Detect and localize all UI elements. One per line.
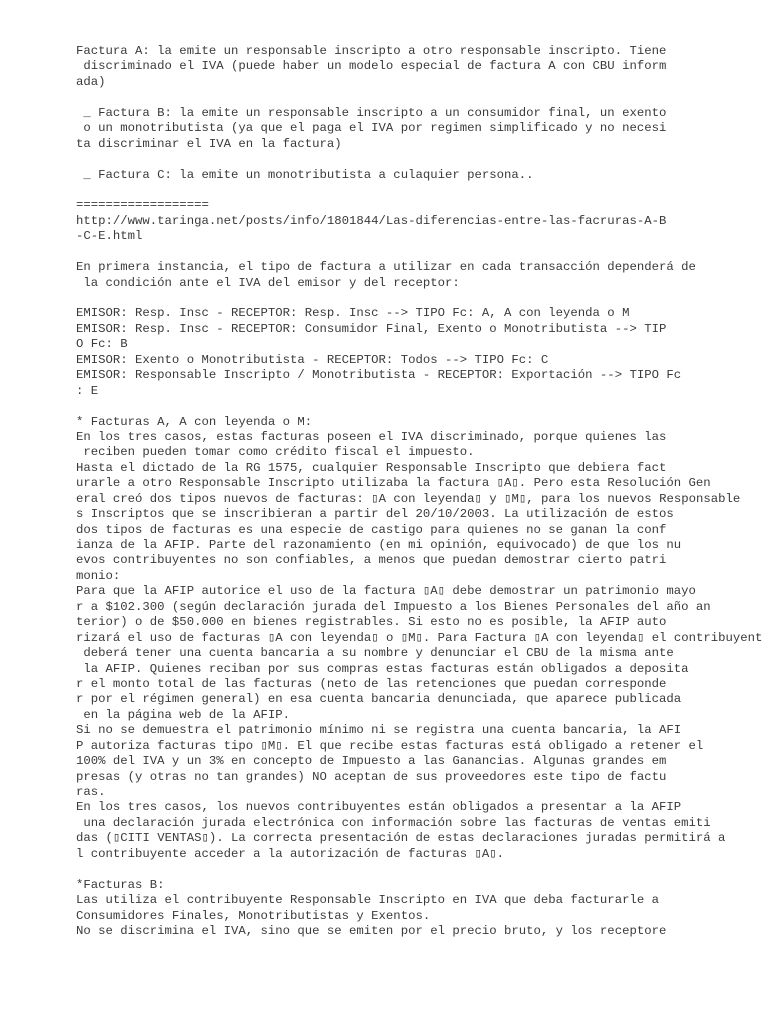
document-body (76, 44, 766, 939)
text-line: terior) o de $50.000 en bienes registrables. Si esto no es posible, la AFIP auto (76, 615, 667, 630)
text-line: r a $102.300 (según declaración jurada del Impuesto a los Bienes Personales del año an (76, 599, 711, 614)
text-line: monio: (76, 568, 121, 583)
text-line: En primera instancia, el tipo de factura a utilizar en cada transacción dependerá de (76, 260, 696, 275)
text-line: Si no se demuestra el patrimonio mínimo ni se registra una cuenta bancaria, la AFI (76, 723, 682, 738)
text-line: O Fc: B (76, 337, 128, 352)
text-line: dos tipos de facturas es una especie de castigo para quienes no se ganan la conf (76, 522, 667, 537)
text-line: la AFIP. Quienes reciban por sus compras estas facturas están obligados a deposita (76, 661, 689, 676)
text-line: EMISOR: Responsable Inscripto / Monotributista - RECEPTOR: Exportación --> TIPO Fc (76, 368, 682, 383)
text-line: discriminado el IVA (puede haber un modelo especial de factura A con CBU inform (76, 59, 667, 74)
text-line: 100% del IVA y un 3% en concepto de Impuesto a las Ganancias. Algunas grandes em (76, 754, 667, 769)
text-line: urarle a otro Responsable Inscripto utilizaba la factura ▯A▯. Pero esta Resolución Gen (76, 476, 711, 491)
text-line: : E (76, 383, 99, 398)
text-line: -C-E.html (76, 229, 143, 244)
text-line: En los tres casos, los nuevos contribuyentes están obligados a presentar a la AFIP (76, 800, 682, 815)
text-line: ianza de la AFIP. Parte del razonamiento (en mi opinión, equivocado) de que los nu (76, 538, 682, 552)
text-line: Consumidores Finales, Monotributistas y Exentos. (76, 908, 431, 923)
text-line: ta discriminar el IVA en la factura) (76, 136, 342, 151)
text-line: No se discrimina el IVA, sino que se emiten por el precio bruto, y los receptore (76, 923, 667, 938)
text-line: una declaración jurada electrónica con información sobre las facturas de ventas emiti (76, 815, 711, 830)
text-line: eral creó dos tipos nuevos de facturas: ▯A con leyenda▯ y ▯M▯, para los nuevos Responsable (76, 491, 741, 506)
text-line: en la página web de la AFIP. (76, 707, 291, 722)
text-line: r por el régimen general) en esa cuenta bancaria denunciada, que aparece publicada (76, 692, 682, 707)
text-line: das (▯CITI VENTAS▯). La correcta presentación de estas declaraciones juradas permitirá a (76, 831, 726, 846)
text-line: _ Factura C: la emite un monotributista a culaquier persona.. (76, 167, 534, 182)
text-line: deberá tener una cuenta bancaria a su nombre y denunciar el CBU de la misma ante (76, 646, 674, 661)
text-line: Hasta el dictado de la RG 1575, cualquier Responsable Inscripto que debiera fact (76, 460, 667, 475)
text-line: En los tres casos, estas facturas poseen el IVA discriminado, porque quienes las (76, 429, 667, 444)
text-line (76, 183, 766, 198)
text-line: ras. (76, 785, 106, 799)
text-line (76, 291, 766, 306)
text-line: Las utiliza el contribuyente Responsable Inscripto en IVA que deba facturarle a (76, 893, 659, 908)
text-line: Para que la AFIP autorice el uso de la factura ▯A▯ debe demostrar un patrimonio mayo (76, 584, 696, 599)
text-line: o un monotributista (ya que el paga el IVA por regimen simplificado y no necesi (76, 121, 667, 136)
text-line: P autoriza facturas tipo ▯M▯. El que recibe estas facturas está obligado a retener el (76, 738, 704, 753)
text-line (76, 862, 766, 877)
text-line: s Inscriptos que se inscribieran a partir del 20/10/2003. La utilización de estos (76, 507, 674, 522)
text-line: * Facturas A, A con leyenda o M: (76, 414, 313, 429)
text-line: EMISOR: Resp. Insc - RECEPTOR: Consumidor Final, Exento o Monotributista --> TIP (76, 321, 667, 336)
text-line: presas (y otras no tan grandes) NO aceptan de sus proveedores este tipo de factu (76, 769, 667, 784)
text-line: r el monto total de las facturas (neto de las retenciones que puedan corresponde (76, 676, 667, 691)
text-line (76, 90, 766, 105)
text-line: evos contribuyentes no son confiables, a menos que puedan demostrar cierto patri (76, 553, 667, 568)
text-line: la condición ante el IVA del emisor y del receptor: (76, 275, 460, 290)
text-line: ada) (76, 74, 106, 89)
text-line (76, 399, 766, 414)
text-line (76, 245, 766, 260)
text-line: rizará el uso de facturas ▯A con leyenda▯ o ▯M▯. Para Factura ▯A con leyenda▯ el contribuyent (76, 630, 763, 645)
text-line (76, 152, 766, 167)
text-line: EMISOR: Exento o Monotributista - RECEPTOR: Todos --> TIPO Fc: C (76, 352, 549, 367)
text-line: ================== (76, 198, 209, 213)
text-line: Factura A: la emite un responsable inscripto a otro responsable inscripto. Tiene (76, 44, 667, 58)
text-line: EMISOR: Resp. Insc - RECEPTOR: Resp. Insc --> TIPO Fc: A, A con leyenda o M (76, 306, 630, 321)
text-line: _ Factura B: la emite un responsable inscripto a un consumidor final, un exento (76, 105, 667, 120)
text-line: *Facturas B: (76, 877, 165, 892)
text-line: http://www.taringa.net/posts/info/1801844/Las-diferencias-entre-las-facruras-A-B (76, 213, 667, 228)
text-line: l contribuyente acceder a la autorización de facturas ▯A▯. (76, 846, 505, 861)
text-line: reciben pueden tomar como crédito fiscal el impuesto. (76, 445, 475, 460)
